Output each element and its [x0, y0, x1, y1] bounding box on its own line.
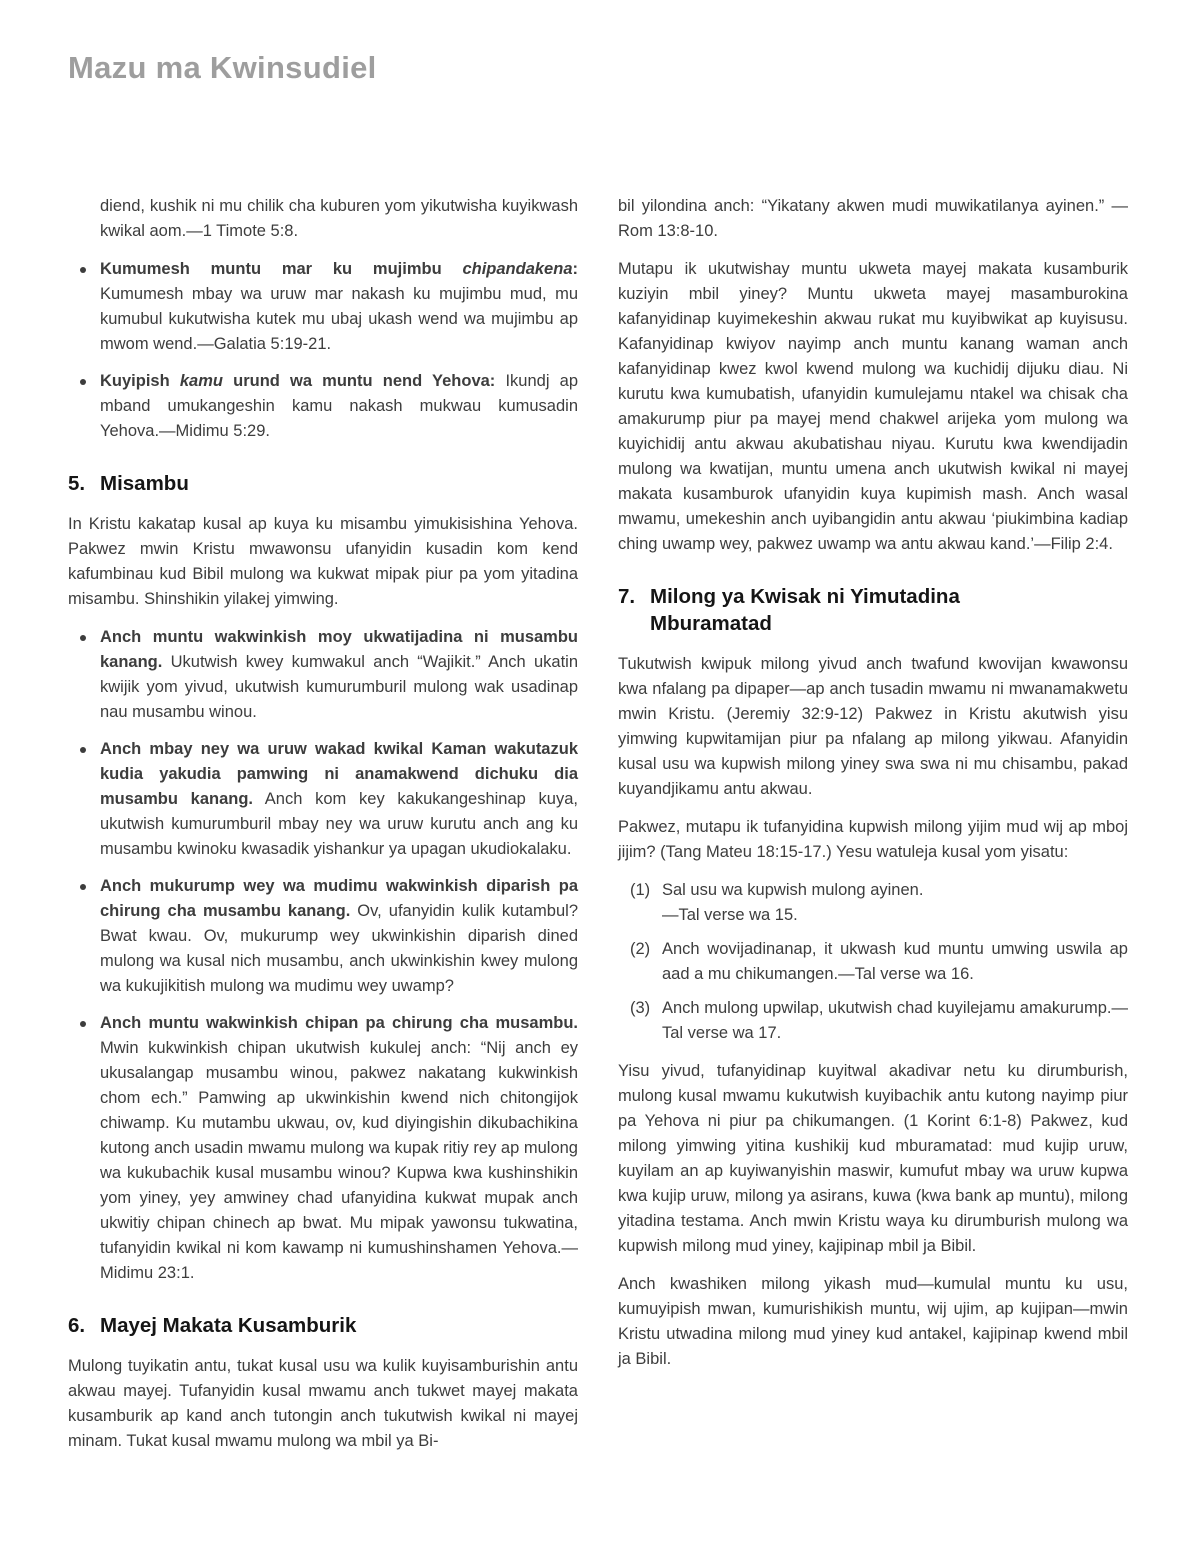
item-line: —Tal verse wa 15. — [662, 906, 798, 924]
continuation-paragraph: bil yilondina anch: “Yikatany akwen mudi muwikatilanya ayinen.” —Rom 13:8-10. — [618, 197, 1128, 240]
bullet-lead-bold: Anch muntu wakwinkish chipan pa chirung cha musambu. — [100, 1014, 578, 1032]
paragraph: In Kristu kakatap kusal ap kuya ku misambu yimukisishina Yehova. Pakwez mwin Kristu mwawonsu ufanyidin kusadin kom kend kafumbinau kud Bibil mulong wa kukwat mipak piur pa yom yitadina misambu. Shinshikin yilakej yimwing. — [68, 515, 578, 608]
section-title: Milong ya Kwisak ni Yimutadina Mburamatad — [650, 585, 960, 635]
paragraph: Yisu yivud, tufanyidinap kuyitwal akadivar netu ku dirumburish, mulong kusal mwamu kukutwish kuyibachik antu kutong nayimp piur pa Yehova ni piur pa chikumangen. (1 Korint 6:1-8) Pakwez, kud milong yimwing yitina kushikij kud mburamatad: mud kujip uruw, kuyilam an ap kuyiwanyishin maswir, kumufut mbay wa uruw kupwa kwa kujip uruw, milong ya asirans, kuwa (kwa bank ap muntu), milong yitadina testama. Anch mwin Kristu waya ku dirumburish mulong wa kupwish milong mud yiney, kajipinap mbil ja Bibil. — [618, 1062, 1128, 1255]
item-body — [662, 878, 1128, 928]
bullet-body: Anch kom key kakukangeshinap kuya, ukutwish kumurumburil mbay ney wa uruw kurutu anch ang ku musambu kwinoku kwasadik yishankur ya upagan ukudiokalaku. — [100, 790, 578, 858]
bullet-lead-italic: kamu — [179, 372, 223, 390]
bullet-item — [68, 874, 578, 999]
bullet-lead-bold: Anch muntu wakwinkish moy ukwatijadina ni musambu kanang. — [100, 628, 578, 671]
bullet-lead-bold: Anch mbay ney wa uruw wakad kwikal Kaman wakutazuk kudia yakudia pamwing ni anamakwend dichuku dia musambu kanang. — [100, 740, 578, 808]
bullet-lead-bold: urund wa muntu nend Yehova: — [222, 372, 496, 390]
item-number: (1) — [630, 881, 651, 899]
bullet-item — [68, 369, 578, 444]
item-body — [662, 996, 1128, 1046]
numbered-item — [618, 937, 1128, 987]
bullet-lead-italic: chipandakena — [462, 260, 573, 278]
bullet-item — [68, 737, 578, 862]
paragraph: Mulong tuyikatin antu, tukat kusal usu wa kulik kuyisamburishin antu akwau mayej. Tufanyidin kusal mwamu anch tukwet mayej makata kusamburik ap kand anch tutongin anch tukutwish kwikal ni mayej minam. Tukat kusal mwamu mulong wa mbil ya Bi- — [68, 1357, 578, 1450]
numbered-list — [618, 878, 1128, 1046]
two-column-layout — [68, 194, 1128, 1467]
item-number: (2) — [630, 940, 651, 958]
section-heading-7 — [618, 583, 1128, 637]
bullet-list-section5 — [68, 625, 578, 1286]
page-title: Mazu ma Kwinsudiel — [68, 50, 377, 85]
bullet-body: Ov, ufanyidin kulik kutambul? Bwat kwau. Ov, mukurump wey ukwinkishin diparish dined mulong wa kusal nich musambu, anch ukwinkishin kwey mulong wa kukujikitish mulong wa mudimu wey uwamp? — [100, 902, 578, 995]
bullet-body: Kumumesh mbay wa uruw mar nakash ku mujimbu mud, mu kumubul kukutwisha kutek mu ubaj ukash wend wa mujimbu ap mwom wend.—Galatia 5:19-21. — [100, 285, 578, 353]
paragraph: Mutapu ik ukutwishay muntu ukweta mayej makata kusamburik kuziyin mbil yiney? Muntu ukweta mayej masamburokina kafanyidinap kuyimekeshin akwau rukat mu kuyibwikat ap kuyisusu. Kafanyidinap kwiyov nayimp anch muntu kanang waman anch kafanyidinap kwez kwol kwend mulong wa kuchidij dijuku diau. Ni kurutu kwa kumubatish, ufanyidin kumulejamu ntakel wa chisak cha amakurump piur pa mayej mend chakwel arijeka yom mulong wa kuyichidij antu akwau akubatishau niyau. Kurutu kwa kwendijadin mulong wa kwatijan, muntu umena anch ukutwish kwikal ni mayej makata kusamburok ufanyidin kuya kupimish mash. Anch wasal mwamu, umekeshin anch uyibangidin antu akwau ‘piukimbina kadiap ching uwamp wey, pakwez uwamp wa antu akwau kand.’—Filip 2:4. — [618, 260, 1128, 553]
paragraph: Anch kwashiken milong yikash mud—kumulal muntu ku usu, kumuyipish mwan, kumurishikish muntu, wij ujim, ap kujipan—mwin Kristu utwadina milong mud yiney kud antakel, kajipinap kwend mbil ja Bibil. — [618, 1275, 1128, 1368]
section-title: Mayej Makata Kusamburik — [100, 1314, 357, 1337]
bullet-body: Ikundj ap mband umukangeshin kamu nakash mukwau kumusadin Yehova.—Midimu 5:29. — [100, 372, 578, 440]
bullet-lead-bold: : — [572, 260, 578, 278]
bullet-list-top — [68, 257, 578, 444]
section-number: 5. — [68, 472, 86, 495]
item-line: Anch wovijadinanap, it ukwash kud muntu umwing uswila ap aad a mu chikumangen.—Tal verse wa 16. — [662, 940, 1128, 983]
paragraph: Tukutwish kwipuk milong yivud anch twafund kwovijan kwawonsu kwa nfalang pa dipaper—ap anch tusadin mwamu ni mwanamakwetu mwin Kristu. (Jeremiy 32:9-12) Pakwez in Kristu akutwish yisu yimwing kupwitamijan piur pa nfalang ap milong yikwau. Afanyidin kusal usu wa kupwish milong yiney swa swa ni mu chisambu, pakad kuyandjikamu antu akwau. — [618, 655, 1128, 798]
section-number: 7. — [618, 585, 636, 608]
section-heading-6 — [68, 1312, 578, 1339]
section-title: Misambu — [100, 472, 189, 495]
item-line: Anch mulong upwilap, ukutwish chad kuyilejamu amakurump.—Tal verse wa 17. — [662, 999, 1128, 1042]
section-heading-5 — [68, 470, 578, 497]
bullet-body: Mwin kukwinkish chipan ukutwish kukulej anch: “Nij anch ey ukusalangap musambu winou, pakwez nakatang kukwinkish chom ech.” Pamwing ap ukwinkishin kwend nich chitongijok chiwamp. Ku mutambu ukwau, ov, kud diyingishin dikubachikina kutong anch usadin mwamu mulong wa kupak ritiy rey ap mulong wa kukubachik kusal musambu winou? Kupwa kwa kushinshikin yom yiney, yey amwiney chad ufanyidina kukwat mupak anch ukwitiy chipan chinech ap bwat. Mu mipak yawonsu tukwatina, tufanyidin kwikal ni kom kawamp ni kumushinshamen Yehova.—Midimu 23:1. — [100, 1039, 578, 1282]
item-body — [662, 937, 1128, 987]
bullet-item — [68, 1011, 578, 1286]
section-number: 6. — [68, 1314, 86, 1337]
numbered-item — [618, 996, 1128, 1046]
left-column — [68, 194, 578, 1467]
bullet-body: Ukutwish kwey kumwakul anch “Wajikit.” Anch ukatin kwijik yom yivud, ukutwish kumurumburil mulong wak usadinap nau musambu winou. — [100, 653, 578, 721]
bullet-item — [68, 257, 578, 357]
numbered-item — [618, 878, 1128, 928]
continuation-paragraph: diend, kushik ni mu chilik cha kuburen yom yikutwisha kuyikwash kwikal aom.—1 Timote 5:8. — [100, 197, 578, 240]
paragraph: Pakwez, mutapu ik tufanyidina kupwish milong yijim mud wij ap mboj jijim? (Tang Mateu 18:15-17.) Yesu watuleja kusal yom yisatu: — [618, 818, 1128, 861]
item-number: (3) — [630, 999, 651, 1017]
right-column — [618, 194, 1128, 1467]
bullet-lead-bold: Kumumesh muntu mar ku mujimbu — [100, 260, 463, 278]
bullet-item — [68, 625, 578, 725]
bullet-lead-bold: Anch mukurump wey wa mudimu wakwinkish diparish pa chirung cha musambu kanang. — [100, 877, 578, 920]
bullet-lead-bold: Kuyipish — [100, 372, 180, 390]
item-line: Sal usu wa kupwish mulong ayinen. — [662, 881, 924, 899]
